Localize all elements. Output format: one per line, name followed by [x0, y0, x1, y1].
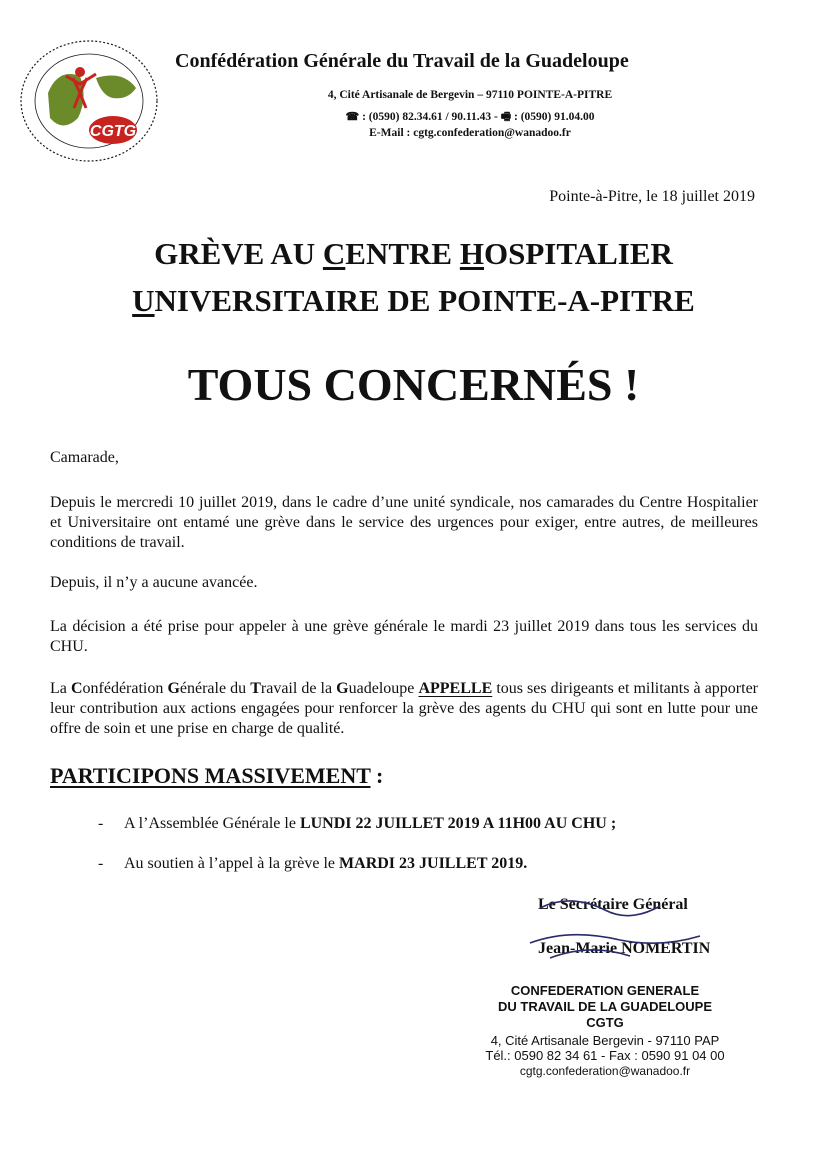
title-text: ENTRE: [345, 236, 460, 271]
paragraph-4: [50, 679, 758, 739]
fax-icon: 🖷: [500, 111, 512, 123]
slogan: TOUS CONCERNÉS !: [187, 359, 640, 410]
email-label: E-Mail :: [369, 127, 411, 139]
title-underlined-letter: C: [322, 236, 346, 271]
bullet-marker: -: [98, 815, 104, 832]
title-underlined-letter: H: [459, 236, 484, 271]
cgtg-logo: [18, 38, 160, 164]
signatory-title: Le Secrétaire Général: [538, 896, 688, 913]
org-address: 4, Cité Artisanale de Bergevin – 97110 POINTE-A-PITRE: [327, 89, 613, 101]
p4-initial: C: [70, 680, 83, 697]
call-heading: [50, 763, 383, 789]
p4-text: énérale du: [179, 680, 251, 697]
bullet-bold: LUNDI 22 JUILLET 2019 A 11H00 AU CHU ;: [299, 815, 617, 832]
p4-text: ravail de la: [260, 680, 337, 697]
title-text: NIVERSITAIRE DE POINTE-A-PITRE: [154, 283, 695, 318]
p4-initial: G: [167, 680, 180, 697]
p4-initial: G: [336, 680, 349, 697]
greeting: Camarade,: [50, 449, 119, 466]
signatory-name: Jean-Marie NOMERTIN: [538, 940, 711, 957]
title-text: OSPITALIER: [483, 236, 673, 271]
org-fax: : (0590) 91.04.00: [513, 111, 595, 123]
bullet-text: Au soutien à l’appel à la grève le: [124, 855, 340, 872]
logo-text: CGTG: [89, 123, 137, 140]
call-heading-suffix: :: [370, 763, 384, 788]
stamp-line: 4, Cité Artisanale Bergevin - 97110 PAP: [490, 1033, 720, 1048]
call-heading-text: PARTICIPONS MASSIVEMENT: [50, 763, 371, 788]
title-line-2: [40, 283, 787, 319]
org-name: Confédération Générale du Travail de la Guadeloupe: [175, 50, 629, 72]
p4-initial: T: [250, 680, 261, 697]
list-item: [98, 815, 616, 833]
org-email[interactable]: cgtg.confederation@wanadoo.fr: [413, 127, 571, 139]
stamp-line: DU TRAVAIL DE LA GUADELOUPE: [497, 999, 713, 1014]
paragraph-1: Depuis le mercredi 10 juillet 2019, dans le cadre d’une unité syndicale, nos camarades du Centre Hospitalier et Universitaire ont entamé une grève dans le service des urgences pour exiger, entre autres, de meilleures conditions de travail.: [50, 494, 758, 551]
bullet-text: A l’Assemblée Générale le: [124, 815, 300, 832]
appelle-emphasis: APPELLE: [418, 680, 493, 697]
p4-text: uadeloupe: [348, 680, 419, 697]
stamp-line: cgtg.confederation@wanadoo.fr: [519, 1064, 691, 1078]
paragraph-3: La décision a été prise pour appeler à une grève générale le mardi 23 juillet 2019 dans tous les services du CHU.: [50, 618, 758, 655]
org-phone-line: [250, 108, 690, 127]
title-line-1: [40, 236, 787, 272]
p4-text: onfédération: [82, 680, 168, 697]
p4-text: La: [50, 680, 71, 697]
org-email-line: [250, 127, 690, 139]
title-text: GRÈVE AU: [154, 236, 323, 271]
bullet-bold: MARDI 23 JUILLET 2019.: [339, 855, 528, 872]
org-phone: : (0590) 82.34.61 / 90.11.43 -: [362, 111, 498, 123]
paragraph-2: Depuis, il n’y a aucune avancée.: [50, 574, 258, 591]
handwritten-signature: [510, 888, 710, 976]
stamp-line: CGTG: [586, 1015, 624, 1030]
stamp-line: CONFEDERATION GENERALE: [510, 983, 700, 998]
telephone-icon: ☎: [345, 111, 360, 123]
list-item: [98, 855, 527, 873]
p4-text: tous ses dirigeants et militants à apporter leur contribution aux actions engagées pour renforcer la grève des agents du CHU qui sont en lutte pour une offre de soin et une prise en charge de qualité.: [50, 680, 759, 737]
title-underlined-letter: U: [132, 283, 155, 318]
letter-date: Pointe-à-Pitre, le 18 juillet 2019: [549, 188, 755, 205]
stamp-line: Tél.: 0590 82 34 61 - Fax : 0590 91 04 00: [485, 1048, 725, 1063]
bullet-marker: -: [98, 855, 104, 872]
